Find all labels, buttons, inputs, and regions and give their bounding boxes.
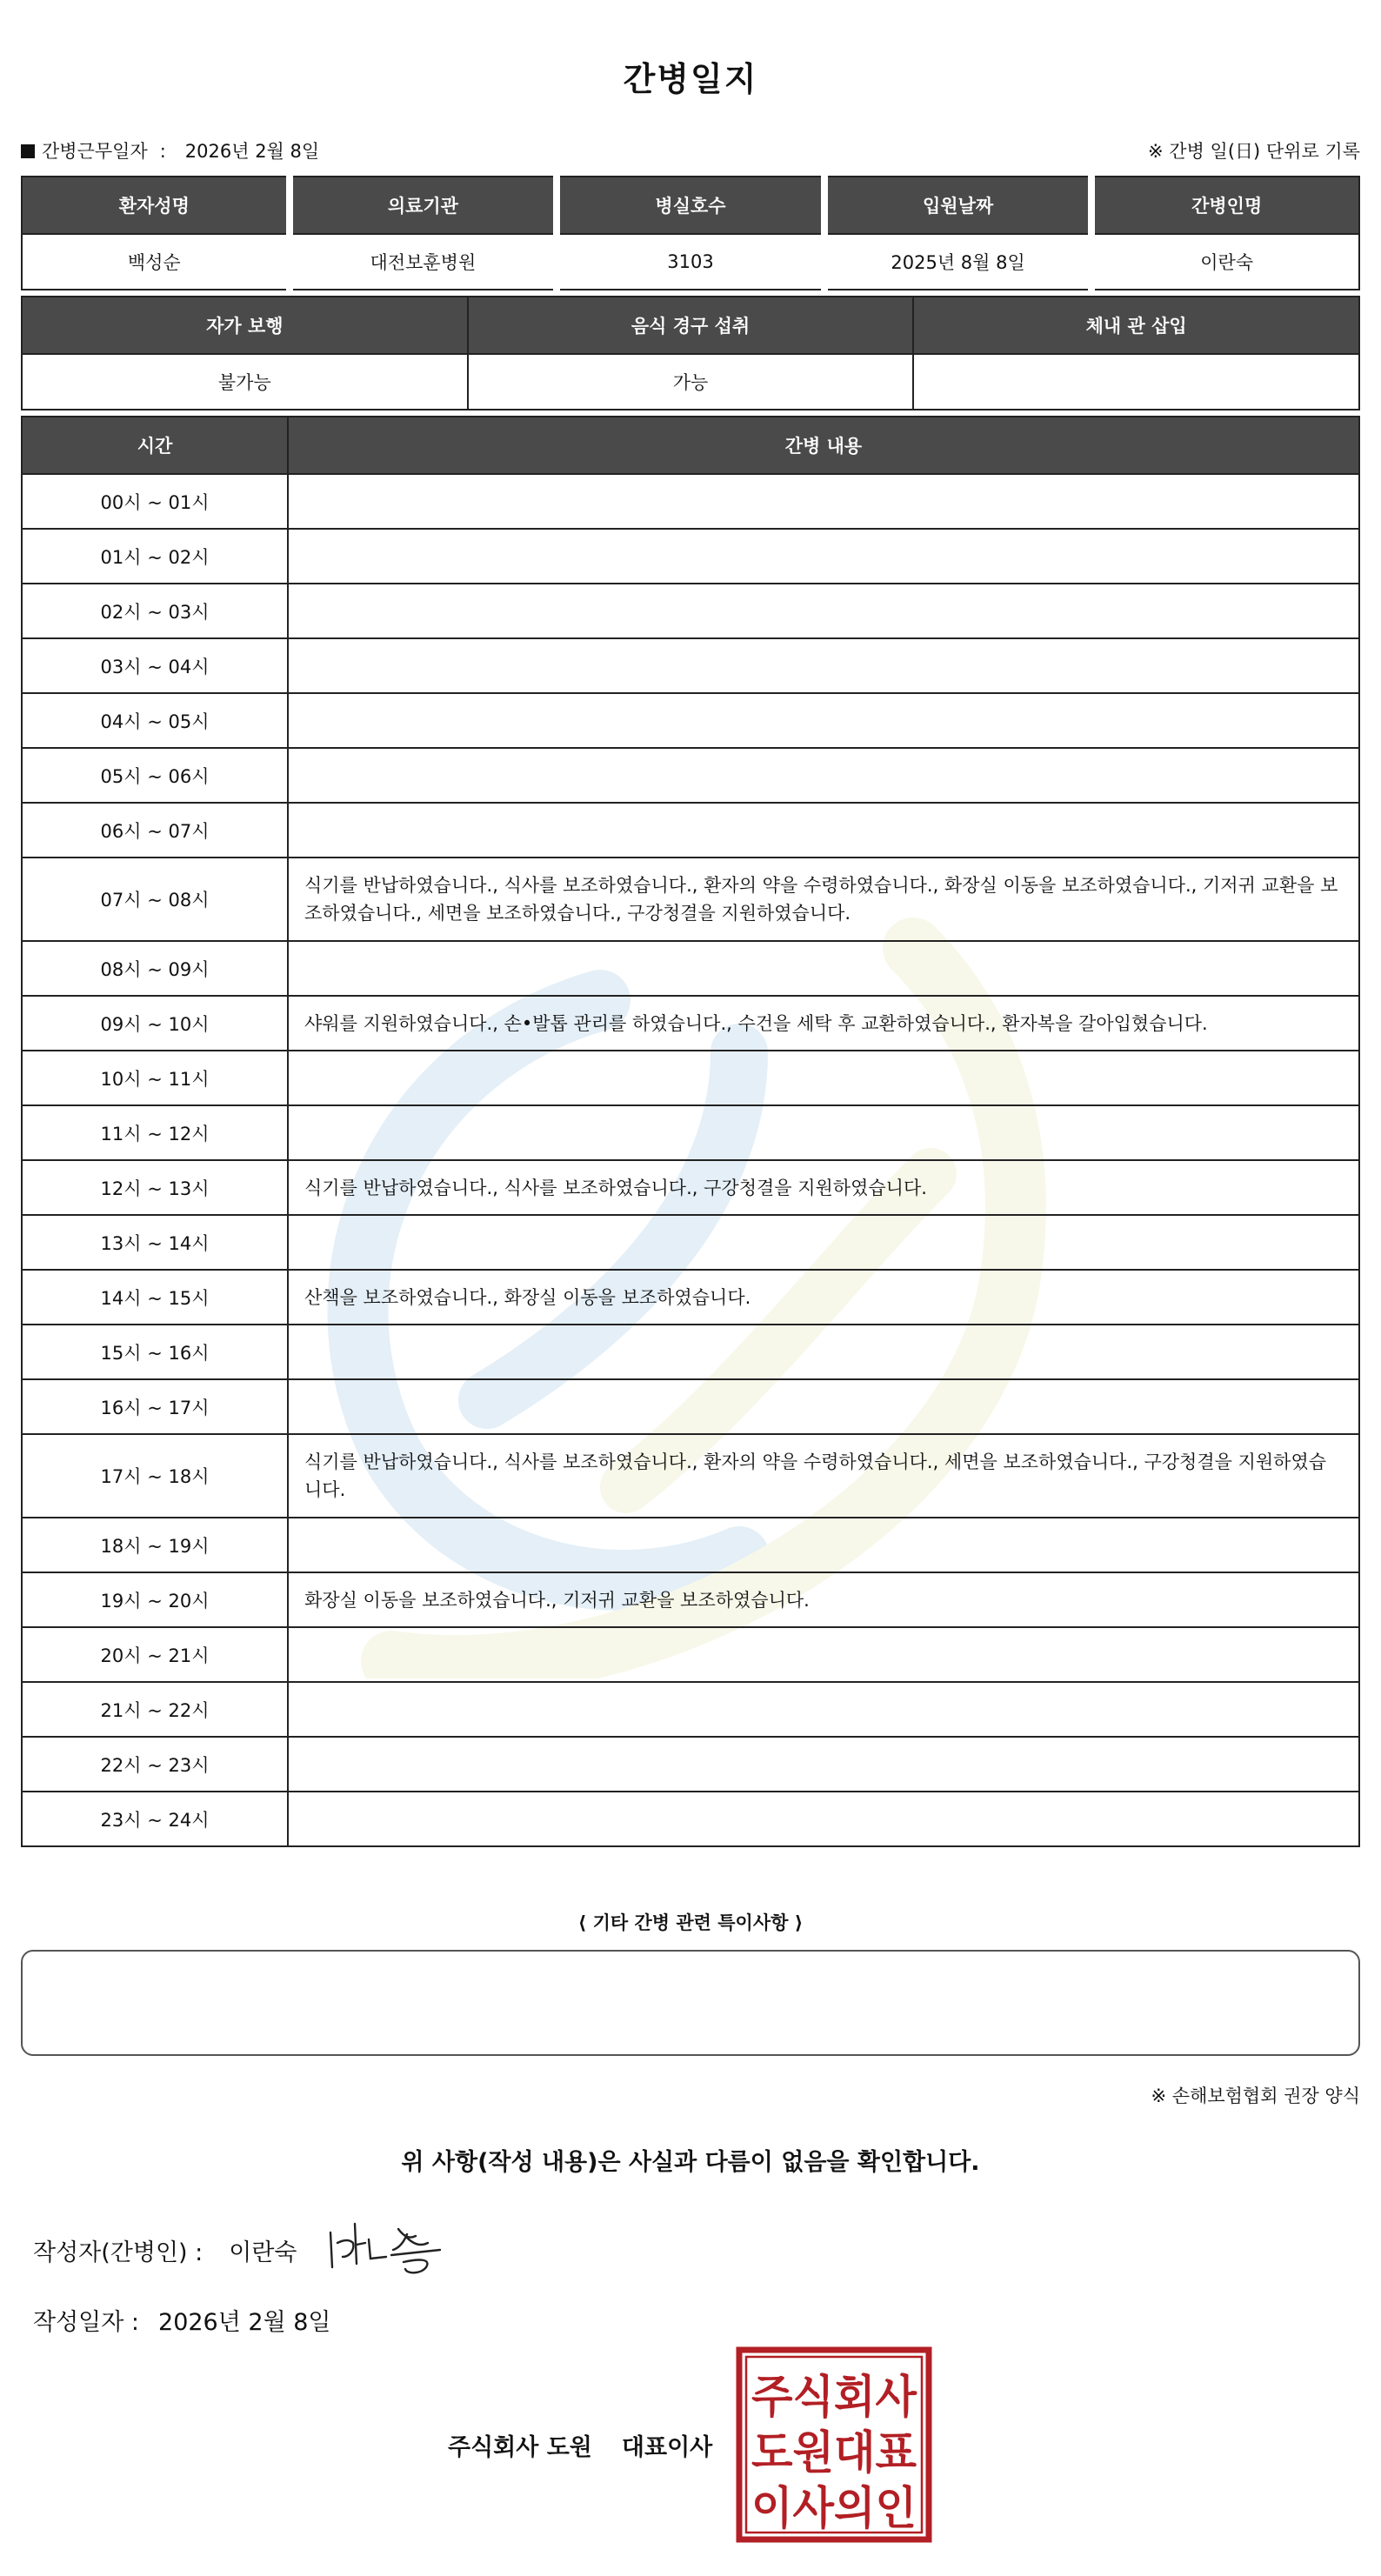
content-cell [288,638,1359,693]
time-cell: 09시 ~ 10시 [22,996,288,1051]
content-cell: 화장실 이동을 보조하였습니다., 기저귀 교환을 보조하였습니다. [288,1572,1359,1627]
time-cell: 07시 ~ 08시 [22,858,288,941]
svg-text:주식회사: 주식회사 [751,2372,917,2424]
time-cell: 06시 ~ 07시 [22,803,288,858]
company-signature-line [448,2428,712,2462]
content-cell [288,1627,1359,1682]
work-date-separator: : [159,141,166,162]
time-cell: 20시 ~ 21시 [22,1627,288,1682]
table-row [22,1215,1359,1270]
table-row [22,1792,1359,1846]
table-row [22,638,1359,693]
content-cell [288,1792,1359,1846]
caregiver-name: 이란숙 [1091,234,1359,290]
table-row [22,941,1359,996]
table-row [22,1737,1359,1792]
table-row [22,1572,1359,1627]
patient-name: 백성순 [22,234,290,290]
time-cell: 17시 ~ 18시 [22,1434,288,1518]
company-seal-stamp [736,2346,932,2543]
table-row [22,1105,1359,1160]
header-self-walking: 자가 보행 [22,297,468,354]
time-cell: 12시 ~ 13시 [22,1160,288,1215]
writer-label: 작성자(간병인) : [33,2239,203,2266]
table-row [22,1682,1359,1737]
time-cell: 13시 ~ 14시 [22,1215,288,1270]
content-cell: 샤워를 지원하였습니다., 손•발톱 관리를 하였습니다., 수건을 세탁 후 교환하였습니다., 환자복을 갈아입혔습니다. [288,996,1359,1051]
time-cell: 08시 ~ 09시 [22,941,288,996]
time-cell: 18시 ~ 19시 [22,1518,288,1572]
time-cell: 22시 ~ 23시 [22,1737,288,1792]
table-row [22,858,1359,941]
svg-text:도원대표: 도원대표 [751,2427,917,2479]
work-date-value: 2026년 2월 8일 [184,141,320,162]
table-row [22,803,1359,858]
square-bullet-icon [21,144,35,158]
document-title: 간병일지 [623,60,758,98]
content-cell [288,1518,1359,1572]
company-representative-title: 대표이사 [621,2434,713,2461]
time-cell: 23시 ~ 24시 [22,1792,288,1846]
oral-intake: 가능 [468,354,914,410]
time-cell: 14시 ~ 15시 [22,1270,288,1325]
header-hospital: 의료기관 [290,177,557,234]
remarks-title: ⟨ 기타 간병 관련 특이사항 ⟩ [577,1912,804,1933]
admission-date: 2025년 8월 8일 [824,234,1092,290]
content-cell: 식기를 반납하였습니다., 식사를 보조하였습니다., 환자의 약을 수령하였습니다., 세면을 보조하였습니다., 구강청결을 지원하였습니다. [288,1434,1359,1518]
content-cell: 식기를 반납하였습니다., 식사를 보조하였습니다., 구강청결을 지원하였습니다. [288,1160,1359,1215]
time-cell: 02시 ~ 03시 [22,584,288,638]
confirmation-statement: 위 사항(작성 내용)은 사실과 다름이 없음을 확인합니다. [401,2149,980,2176]
work-date-line [21,137,319,164]
association-note: ※ 손해보험협회 권장 양식 [1151,2085,1360,2106]
written-date-line [33,2303,331,2337]
time-cell: 21시 ~ 22시 [22,1682,288,1737]
header-time: 시간 [22,417,288,474]
header-patient-name: 환자성명 [22,177,290,234]
content-cell [288,1215,1359,1270]
header-oral-intake: 음식 경구 섭취 [468,297,914,354]
table-row [22,1518,1359,1572]
time-cell: 01시 ~ 02시 [22,529,288,584]
table-row [22,996,1359,1051]
content-cell [288,803,1359,858]
content-cell [288,748,1359,803]
time-cell: 00시 ~ 01시 [22,474,288,529]
time-cell: 16시 ~ 17시 [22,1379,288,1434]
remarks-box [21,1950,1360,2056]
writer-line [33,2233,297,2267]
content-cell [288,1682,1359,1737]
time-cell: 15시 ~ 16시 [22,1325,288,1379]
writer-name: 이란숙 [229,2239,297,2266]
work-date-label: 간병근무일자 [42,141,148,162]
tube-insertion [913,354,1359,410]
content-cell [288,1325,1359,1379]
content-cell [288,693,1359,748]
table-row [22,693,1359,748]
room-number: 3103 [557,234,824,290]
hourly-care-log-table [21,416,1360,1847]
table-row [22,584,1359,638]
svg-text:이사의인: 이사의인 [751,2483,917,2535]
content-cell [288,1105,1359,1160]
table-row [22,474,1359,529]
content-cell: 산책을 보조하였습니다., 화장실 이동을 보조하였습니다. [288,1270,1359,1325]
table-row [22,1160,1359,1215]
content-cell [288,584,1359,638]
time-cell: 19시 ~ 20시 [22,1572,288,1627]
table-row [22,1379,1359,1434]
content-cell [288,941,1359,996]
table-row [22,1325,1359,1379]
header-care-content: 간병 내용 [288,417,1359,474]
time-cell: 10시 ~ 11시 [22,1051,288,1105]
patient-status-table [21,296,1360,410]
header-tube-insertion: 체내 관 삽입 [913,297,1359,354]
content-cell [288,1737,1359,1792]
content-cell [288,1379,1359,1434]
header-room-number: 병실호수 [557,177,824,234]
time-cell: 03시 ~ 04시 [22,638,288,693]
time-cell: 05시 ~ 06시 [22,748,288,803]
header-caregiver-name: 간병인명 [1091,177,1359,234]
header-admission-date: 입원날짜 [824,177,1092,234]
hospital: 대전보훈병원 [290,234,557,290]
company-name: 주식회사 도원 [448,2434,592,2461]
time-cell: 11시 ~ 12시 [22,1105,288,1160]
content-cell [288,474,1359,529]
content-cell: 식기를 반납하였습니다., 식사를 보조하였습니다., 환자의 약을 수령하였습니다., 화장실 이동을 보조하였습니다., 기저귀 교환을 보조하였습니다., 세면을 보조하였습니다., 구강청결을 지원하였습니다. [288,858,1359,941]
written-date-label: 작성일자 : [33,2309,140,2336]
written-date-value: 2026년 2월 8일 [158,2309,331,2336]
content-cell [288,1051,1359,1105]
table-row [22,529,1359,584]
unit-note: ※ 간병 일(日) 단위로 기록 [1148,141,1360,162]
handwritten-signature [324,2213,454,2283]
time-cell: 04시 ~ 05시 [22,693,288,748]
table-row [22,1434,1359,1518]
patient-info-table [21,176,1360,290]
content-cell [288,529,1359,584]
table-row [22,1270,1359,1325]
table-row [22,1627,1359,1682]
table-row [22,1051,1359,1105]
table-row [22,748,1359,803]
self-walking: 불가능 [22,354,468,410]
